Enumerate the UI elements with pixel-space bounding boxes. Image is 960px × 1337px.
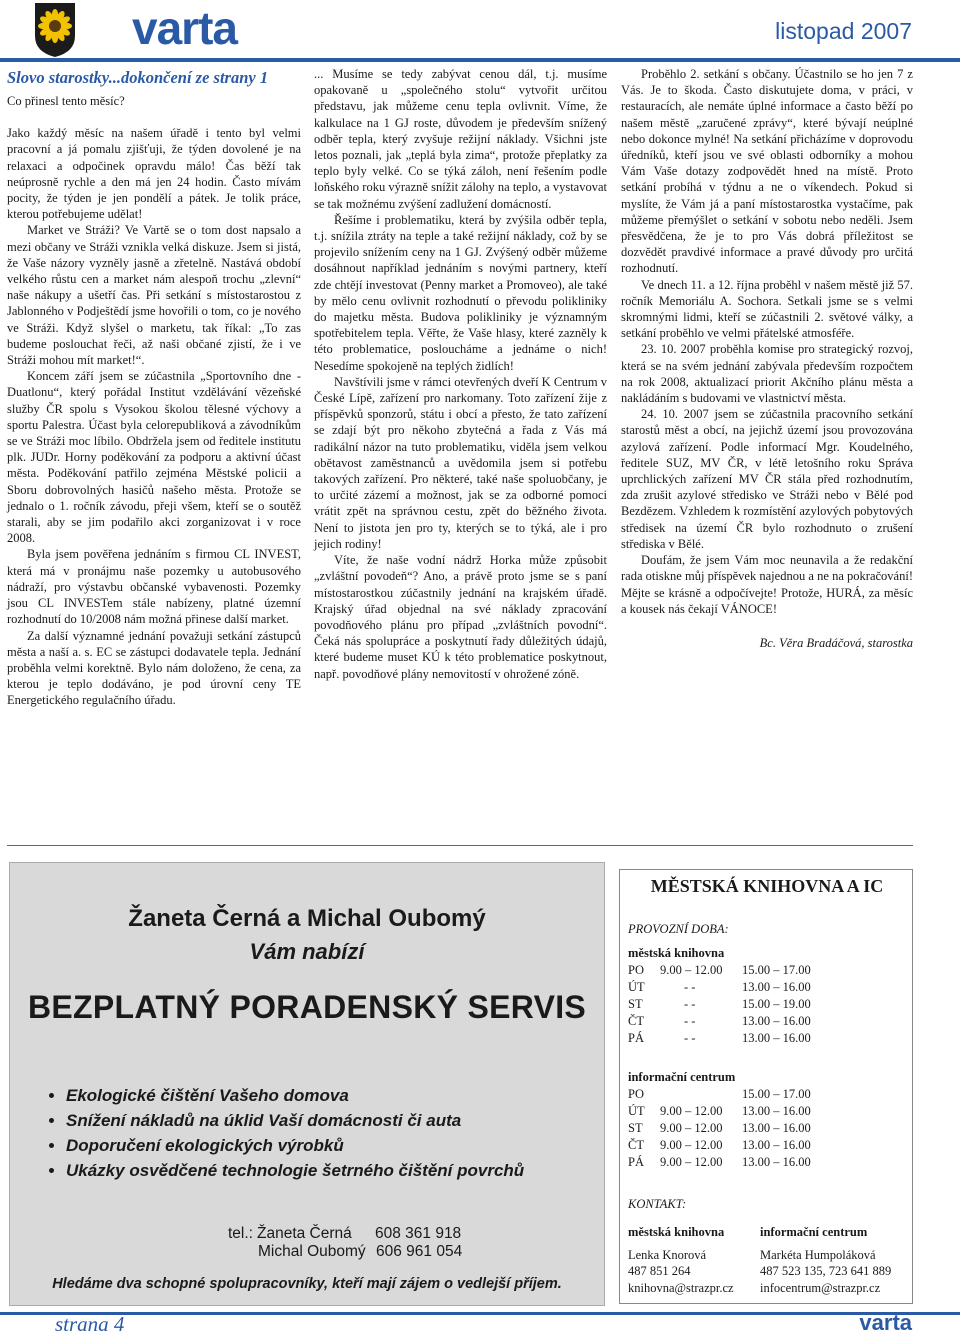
- hours-row: [628, 1030, 811, 1047]
- am-hours: - -: [684, 980, 696, 994]
- article-paragraph: Za další významné jednání považuji setkání zástupců města a naší a. s. EC se zástupci dodavatele tepla. Jednání proběhla velmi korektně. Bylo nám doloženo, že cena, za kterou je teplo dodáváno, je pod úrovní ceny TE Energetického regulačního úřadu.: [7, 628, 301, 708]
- hours-row: [628, 962, 811, 979]
- article-paragraph: ... Musíme se tedy zabývat cenou dál, t.j. musíme opakovaně u „společného stolu“ vytvořit určitou představu, jak můžeme cenu tepla ovlivnit. Víme, že kalkulace na 1 GJ roste, důvodem je především snížený odběr tepla, který zvyšuje režijní náklady. Všichni jste letos poznali, jak „teplá byla zima“, protože přeplatky za teplo byly velké. Co se týká záloh, není řešením podle loňského roku výrazně snížit zálohy na teplo, a vystavovat se tak možnému zvýšení zadlužení domácností.: [314, 67, 607, 211]
- day: ÚT: [628, 1104, 645, 1118]
- hours-row: [628, 1137, 811, 1154]
- pm-hours: 13.00 – 16.00: [742, 1014, 811, 1028]
- article-paragraph: Navštívili jsme v rámci otevřených dveří K Centrum v České Lípě, zařízení pro narkomany. Toto zařízení žije z příspěvků sponzorů, státu i obcí a přesto, že tato zařízení se zdají být pro někoho zbytečná a řada z Vás má radikální názor na tuto problematiku, viděla jsem velkou obětavost zaměstnanců a uvědomila jsem si potřebu takových zařízení. Pro některé, také naše spoluobčany, je to určité zázemí a možnost, jak se za odborné pomoci vrátit zpět na správnou cestu, zpět do běžného života. Není to jistota jen pro ty, kterých se to týká, ale i pro jejich rodiny!: [314, 374, 607, 551]
- page-number: strana 4: [55, 1312, 125, 1336]
- article-column-3: [621, 66, 913, 651]
- am-hours: - -: [684, 997, 696, 1011]
- day: PO: [628, 963, 644, 977]
- article-paragraph: Co přinesl tento měsíc?: [7, 94, 125, 108]
- info-contact-name: Markéta Humpoláková: [760, 1247, 876, 1262]
- info-center-label: informační centrum: [628, 1070, 736, 1084]
- am-hours: 9.00 – 12.00: [660, 1138, 723, 1152]
- article-column-1: [7, 66, 301, 709]
- pm-hours: 13.00 – 16.00: [742, 1138, 811, 1152]
- library-contact-email: knihovna@strazpr.cz: [628, 1280, 734, 1295]
- day: ÚT: [628, 980, 645, 994]
- library-title: MĚSTSKÁ KNIHOVNA A IC: [650, 876, 884, 896]
- ad-contact: [228, 1225, 462, 1261]
- article-title: Slovo starostky...dokončení ze strany 1: [7, 68, 269, 87]
- pm-hours: 13.00 – 16.00: [742, 1155, 811, 1169]
- ad-service-list: [48, 1083, 524, 1183]
- library-hours-table: [628, 962, 811, 1047]
- contact-label: KONTAKT:: [628, 1197, 687, 1211]
- day: PÁ: [628, 1155, 644, 1169]
- hours-row: [628, 1103, 811, 1120]
- footer-brand: varta: [859, 1310, 912, 1335]
- article-paragraph: Koncem září jsem se zúčastnila „Sportovního dne - Duatlonu“, který pořádal Institut vzdělávání vězeňské služby ČR spolu s Vysokou školou tělesné výchovy a sportu Palestra. Účast byla celorepubliková a závodníkům se ve Stráži moc líbilo. Obdržela jsem od ředitele institutu plk. JUDr. Horny poděkování za podporu a aktivní účast města. Poděkování patřilo zejména Městské policii a Sboru dobrovolných hasičů našeho města. Protože se jednalo o 1. ročník závodu, přeji všem, kteří se o soutěž starali, aby se jim podařilo akci zorganizovat i v roce 2008.: [7, 369, 301, 546]
- ad-hiring-note: Hledáme dva schopné spolupracovníky, kteří mají zájem o vedlejší příjem.: [52, 1276, 562, 1292]
- pm-hours: 13.00 – 16.00: [742, 1031, 811, 1045]
- article-paragraph: Proběhlo 2. setkání s občany. Účastnilo se ho jen 7 z Vás. Je to škoda. Často diskutujete doma, v práci, v restauracích, ale nemáte úplné informace a často běží po našem městě „zaručené zprávy“, které bývají neúplné nebo dokonce mylné! Na setkání přicházíme v doprovodu úředníků, kteří jsou ve své oblasti odborníky a mohou Vám Vaše dotazy zodpovědět hned na místě. Proto setkání probíhá v týdnu a ne o víkendech. Pokud si myslíte, že Vám já a paní místostarostka vystačíme, pak můžeme přemýšlet o setkání v sobotu nebo neděli. Jsem přesvědčena, že je to pro Vás dobrá příležitost se dozvědět pravdivé informace a pravé důvody pro určitá rozhodnutí.: [621, 67, 913, 276]
- article-column-2: [314, 66, 607, 682]
- ad-service-item: • Ukázky osvědčené technologie šetrného čištění povrchů: [66, 1158, 524, 1183]
- hours-row: [628, 979, 811, 996]
- pm-hours: 13.00 – 16.00: [742, 1104, 811, 1118]
- article-paragraph: Víte, že naše vodní nádrž Horka může způsobit „zvláštní povodeň“? Ano, a právě proto jsme se s paní místostarostkou zúčastnily jednání na krajském úřadě. Krajský úřad objednal na své náklady zpracování povodňového plánu pro případ „zvláštních povodní“. Čeká nás spolupráce a poskytnutí řady důležitých údajů, které budeme muset KÚ k této problematice poskytnout, např. povodňové plány nemovitostí v ohrožené zóně.: [314, 553, 607, 681]
- info-contact-email: infocentrum@strazpr.cz: [760, 1280, 881, 1295]
- sunflower-emblem-icon: [34, 2, 76, 58]
- article-paragraph: Jako každý měsíc na našem úřadě i tento byl velmi pracovní a já pomalu zjišťuji, že týden dovolené je na relaxaci a odpočinek opravdu málo! Čas běží tak neúprosně rychle a den má jen 24 hodin. Často mívám pocity, že týden je jen pondělí a pátek. Je tolik práce, kterou potřebujeme udělat!: [7, 126, 301, 222]
- library-info-box: [619, 869, 913, 1304]
- ad-contact-phone: 608 361 918: [374, 1225, 462, 1242]
- pm-hours: 13.00 – 16.00: [742, 980, 811, 994]
- ad-contact-name: Žaneta Černá: [256, 1225, 352, 1242]
- article-paragraph: Market ve Stráži? Ve Vartě se o tom dost napsalo a mezi občany ve Stráži vznikla velká diskuze. Jsem si jistá, že Vaše názory vyzněly jasně a zřetelně. Nastává období velkého růstu cen a market nám alespoň trochu „zlevní“ naše nákupy a ušetří čas. Při setkání s místostarostou z Jablonného v Podještědí jsme hovořili o tom, co je nového ve Stráži. Když slyšel o marketu, tak říkal: „To zas budeme poslouchat řeči, až naši občané zjistí, že i ve Stráži mohou mít market!“.: [7, 223, 301, 368]
- day: PO: [628, 1087, 644, 1101]
- footer-rule: [0, 1312, 960, 1315]
- hours-row: [628, 1086, 811, 1103]
- library-hours-label: PROVOZNÍ DOBA:: [628, 922, 729, 936]
- ad-contact-name: Michal Oubomý: [258, 1243, 366, 1260]
- hours-row: [628, 1154, 811, 1171]
- advertisement-box: [9, 862, 605, 1306]
- pm-hours: 15.00 – 17.00: [742, 1087, 811, 1101]
- article-paragraph: Ve dnech 11. a 12. října proběhl v našem městě již 57. ročník Memoriálu A. Sochora. Setkali jsme se s velmi skromnými lidmi, kteří se zúčastnili 2. světové války, a setkání proběhlo ve velmi přátelské atmosféře.: [621, 277, 913, 341]
- am-hours: - -: [684, 1014, 696, 1028]
- ad-service-item: • Ekologické čištění Vašeho domova: [66, 1083, 524, 1108]
- library-contact: [628, 1224, 758, 1296]
- ad-offer: Vám nabízí: [249, 939, 365, 964]
- ad-service-item: • Snížení nákladů na úklid Vaší domácnosti či auta: [66, 1108, 524, 1133]
- article-signature: Bc. Věra Bradáčová, starostka: [759, 635, 913, 650]
- day: ST: [628, 1121, 643, 1135]
- pm-hours: 13.00 – 16.00: [742, 1121, 811, 1135]
- library-contact-phone: 487 851 264: [628, 1264, 691, 1278]
- hours-row: [628, 1013, 811, 1030]
- section-divider: [7, 845, 913, 846]
- am-hours: 9.00 – 12.00: [660, 1121, 723, 1135]
- day: ČT: [628, 1014, 644, 1028]
- article-paragraph: Doufám, že jsem Vám moc neunavila a že redakční rada otiskne můj příspěvek najednou a ne na pokračování! Mějte se krásně a odpočívejte! Protože, HURÁ, za měsíc a kousek nás čekají VÁNOCE!: [621, 553, 913, 616]
- am-hours: - -: [684, 1031, 696, 1045]
- ad-contact-phone: 606 961 054: [376, 1243, 463, 1260]
- info-contact-phone: 487 523 135, 723 641 889: [760, 1264, 892, 1278]
- brand-title: varta: [132, 2, 237, 54]
- day: ST: [628, 997, 643, 1011]
- ad-service-headline: BEZPLATNÝ PORADENSKÝ SERVIS: [27, 989, 587, 1025]
- hours-row: [628, 1120, 811, 1137]
- pm-hours: 15.00 – 17.00: [742, 963, 811, 977]
- header-rule: [0, 58, 960, 62]
- ad-tel-label: tel.:: [228, 1225, 253, 1242]
- library-contact-heading: městská knihovna: [628, 1225, 725, 1239]
- info-contact-heading: informační centrum: [760, 1225, 868, 1239]
- am-hours: 9.00 – 12.00: [660, 963, 723, 977]
- ad-names: Žaneta Černá a Michal Oubomý: [128, 905, 486, 932]
- library-label: městská knihovna: [628, 946, 725, 960]
- article-paragraph: 23. 10. 2007 proběhla komise pro strategický rozvoj, která se na svém jednání zabývala především rozpočtem na rok 2008, aktualizací priorit Akčního plánu města a nakládáním s budovami ve vlastnictví města.: [621, 342, 913, 406]
- issue-date: listopad 2007: [775, 18, 912, 44]
- am-hours: 9.00 – 12.00: [660, 1155, 723, 1169]
- day: ČT: [628, 1138, 644, 1152]
- info-center-hours-table: [628, 1086, 811, 1171]
- library-contact-name: Lenka Knorová: [628, 1247, 707, 1262]
- pm-hours: 15.00 – 19.00: [742, 997, 811, 1011]
- day: PÁ: [628, 1031, 644, 1045]
- article-paragraph: 24. 10. 2007 jsem se zúčastnila pracovního setkání starostů měst a obcí, na jejichž území jsou provozována azylová zařízení. Podle informací Mgr. Koudelného, ředitele SUZ, MV ČR, v létě letošního roku Správa uprchlických zařízení MV ČR stála před rozhodnutím, zda zrušit azylové středisko ve Stráži nebo v Bělé pod Bezdězem. Vzhledem k rozmístění azylových pobytových středisek na území ČR bylo rozhodnuto o zrušení střediska v Bělé.: [621, 407, 913, 551]
- info-center-contact: [760, 1224, 910, 1296]
- hours-row: [628, 996, 811, 1013]
- ad-service-item: • Doporučení ekologických výrobků: [66, 1133, 524, 1158]
- article-paragraph: Řešíme i problematiku, která by zvýšila odběr tepla, t.j. snížila ztráty na teple a také režijní náklady, což by se projevilo snížením ceny na 1 GJ. Zvýšený odběr můžeme dosáhnout například jednáním s novými partnery, kteří zde chtějí investovat (Penny market a Promoveo), ale také by mělo cenu ovlivnit rozhodnutí o převodu polikliniky do majetku města. Budova polikliniky je významným spotřebitelem tepla. Věřte, že Vaše hlasy, které zazněly k této problematice, posloucháme a jednáme o nich! Nesedíme spokojeně na teplých židlích!: [314, 212, 607, 373]
- article-paragraph: Byla jsem pověřena jednáním s firmou CL INVEST, která má v pronájmu naše pozemky u autobusového nádraží, pro výstavbu občanské vybavenosti. Pozemky jsou CL INVESTem stále nabízeny, platné územní rozhodnutí do 10/2008 nám možná přinese další market.: [7, 547, 301, 627]
- am-hours: 9.00 – 12.00: [660, 1104, 723, 1118]
